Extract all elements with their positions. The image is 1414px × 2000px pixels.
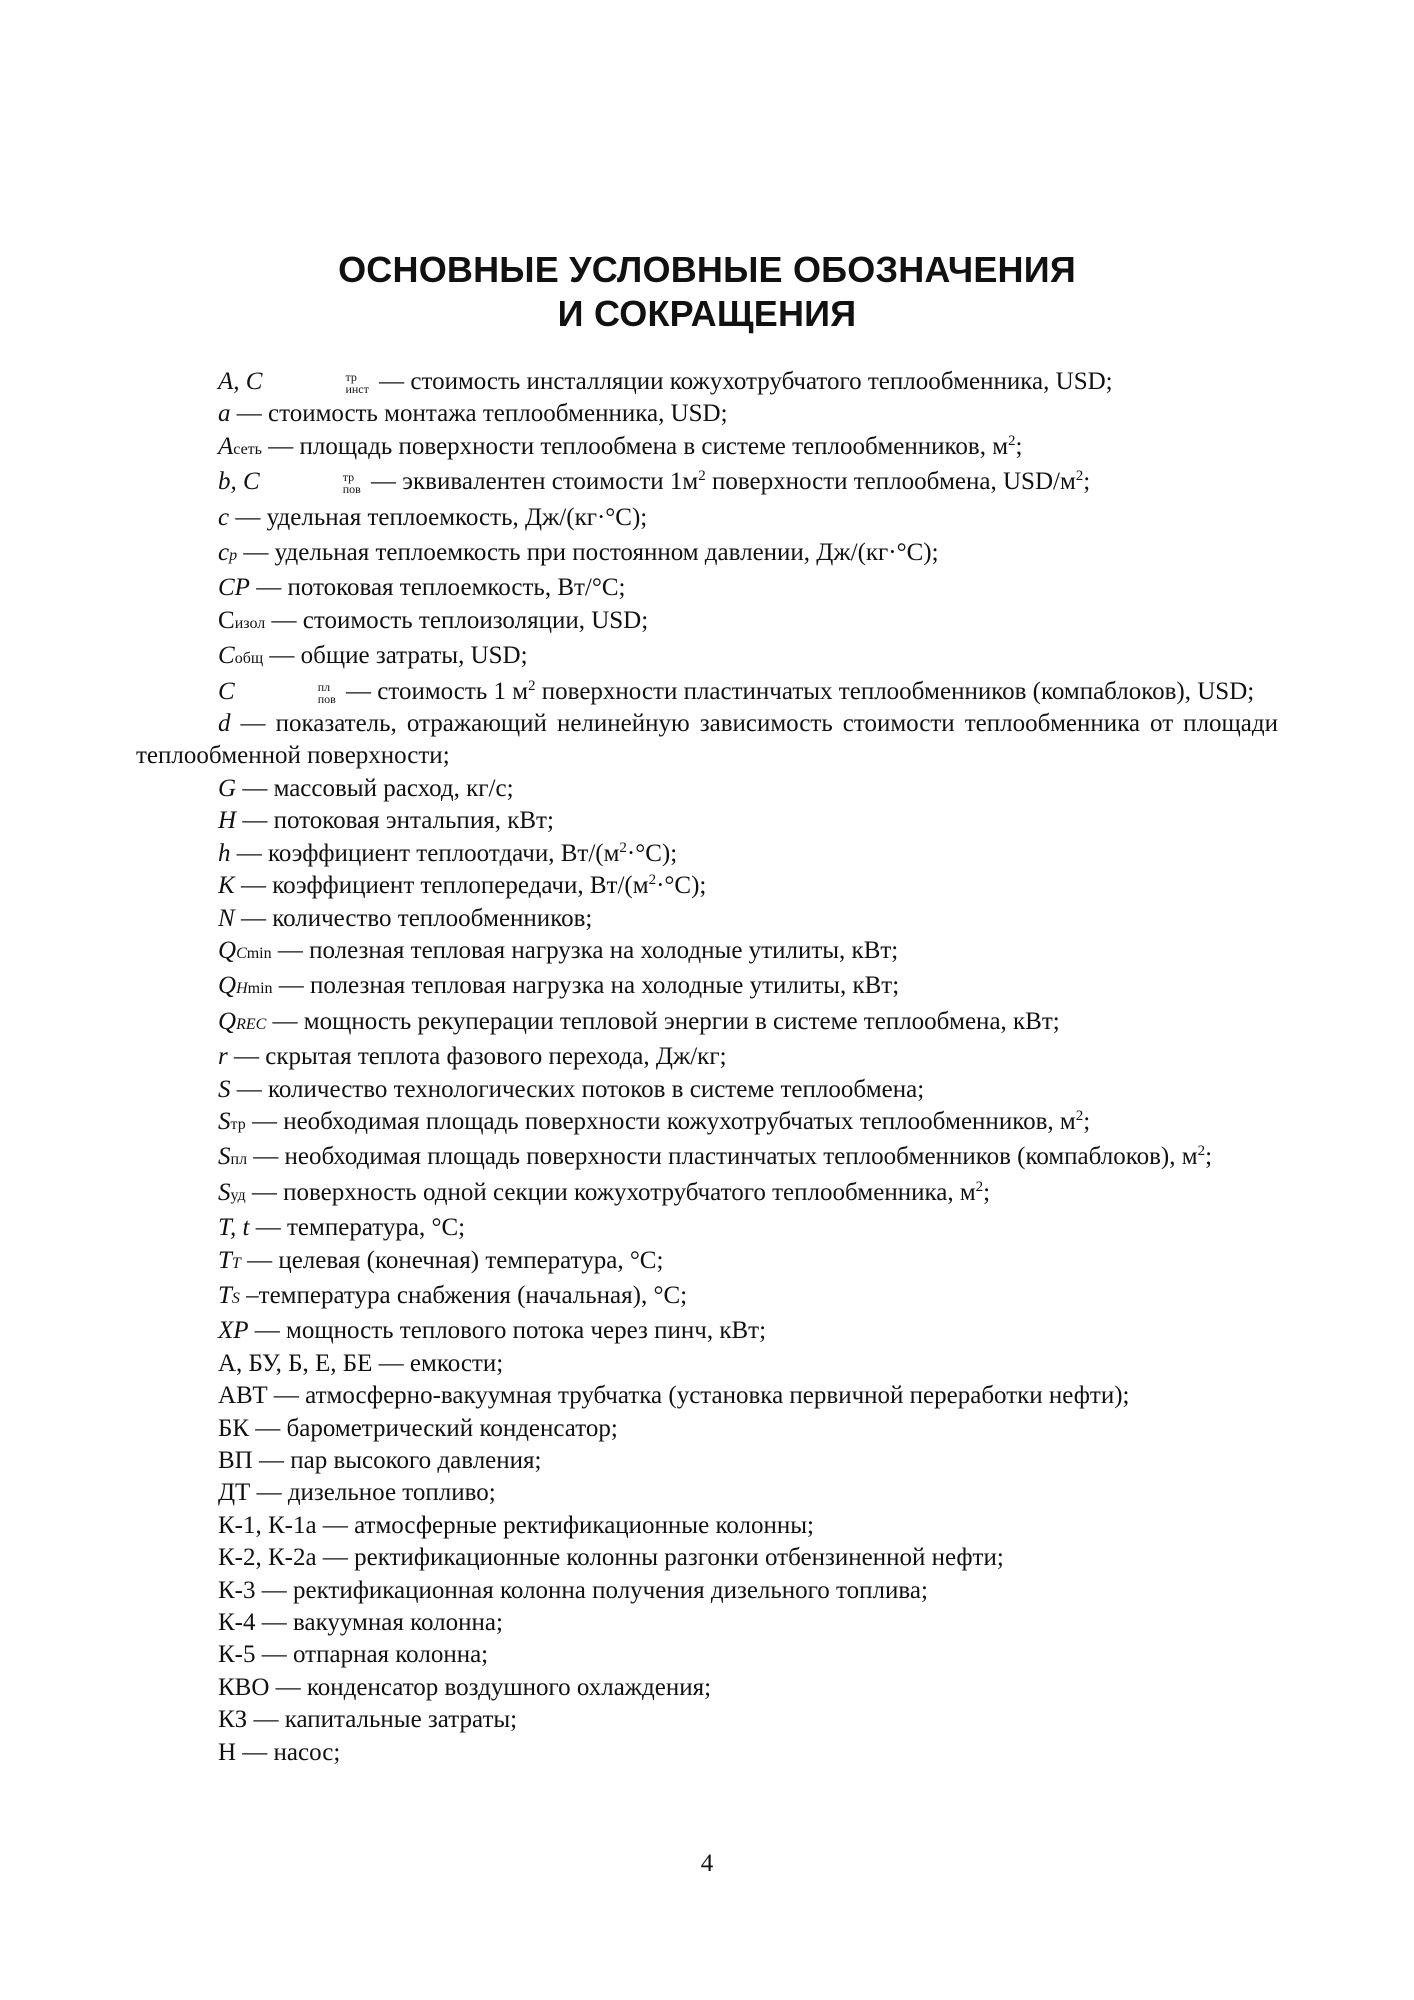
list-item: A, C тр инст — стоимость инсталляции кожухотрубчатого теплообменника, USD; (218, 368, 1113, 397)
abbrev-item: Н — насос; (218, 1738, 341, 1766)
list-item: r — скрытая теплота фазового перехода, Дж/кг; (218, 1043, 727, 1071)
list-item: b, C тр пов — эквивалентен стоимости $1м^2$ поверхности теплообмена, USD/$м^2$; (218, 468, 1091, 497)
page-title (0, 248, 1414, 336)
abbrev-item: К-2, К-2а — ректификационные колонны разгонки отбензиненной нефти; (218, 1544, 1004, 1572)
abbrev-item: АВТ — атмосферно-вакуумная трубчатка (установка первичной переработки нефти); (218, 1382, 1130, 1410)
list-item: QREC — мощность рекуперации тепловой энергии в системе теплообмена, кВт; (218, 1007, 1060, 1035)
list-item: c — удельная теплоемкость, Дж/(кг·°С); (218, 503, 648, 531)
list-item: TS –температура снабжения (начальная), °С; (218, 1281, 688, 1309)
list-item: CP — потоковая теплоемкость, Вт/°С; (218, 574, 626, 602)
list-item: C пл пов — стоимость 1 $м^2$ поверхности пластинчатых теплообменников (компаблоков), USD; (218, 677, 1255, 706)
abbrev-item: КВО — конденсатор воздушного охлаждения; (218, 1673, 712, 1701)
abbrev-item: А, БУ, Б, Е, БЕ — емкости; (218, 1349, 504, 1377)
abbrev-item: КЗ — капитальные затраты; (218, 1706, 518, 1734)
list-item: G — массовый расход, кг/с; (218, 774, 514, 802)
abbrev-item: ВП — пар высокого давления; (218, 1447, 542, 1474)
abbrev-item: К-4 — вакуумная колонна; (218, 1609, 503, 1637)
list-item: Sпл — необходимая площадь поверхности пластинчатых теплообменников (компаблоков), $м^2$; (218, 1143, 1213, 1171)
list-item: Cобщ — общие затраты, USD; (218, 642, 528, 670)
abbrev-item: БК — барометрический конденсатор; (218, 1414, 618, 1442)
abbrev-item: К-3 — ректификационная колонна получения дизельного топлива; (218, 1576, 928, 1604)
list-item: N — количество теплообменников; (218, 904, 593, 932)
title-line-1: ОСНОВНЫЕ УСЛОВНЫЕ ОБОЗНАЧЕНИЯ (338, 249, 1076, 290)
abbrev-item: ДТ — дизельное топливо; (218, 1479, 496, 1507)
list-item: a — стоимость монтажа теплообменника, USD; (218, 400, 728, 428)
notation-list (136, 366, 1278, 1769)
list-item: d — показатель, отражающий нелинейную зависимость стоимости теплообменника от площади теплообменной поверхности; (136, 710, 1278, 770)
list-item: QHmin — полезная тепловая нагрузка на холодные утилиты, кВт; (218, 972, 900, 1000)
page-number: 4 (700, 1850, 714, 1877)
list-item: cp — удельная теплоемкость при постоянном давлении, Дж/(кг·°С); (218, 539, 939, 567)
list-item: Sуд — поверхность одной секции кожухотрубчатого теплообменника, $м^2$; (218, 1178, 991, 1206)
list-item: QCmin — полезная тепловая нагрузка на холодные утилиты, кВт; (218, 936, 899, 964)
title-line-2: И СОКРАЩЕНИЯ (557, 293, 857, 334)
abbrev-item: К-1, К-1а — атмосферные ректификационные колонны; (218, 1511, 814, 1539)
list-item: S — количество технологических потоков в системе теплообмена; (218, 1075, 925, 1103)
list-item: h — коэффициент теплоотдачи, $Вт/(м^2\cdot^\circ С)$; (218, 839, 678, 867)
list-item: TT — целевая (конечная) температура, °С; (218, 1246, 664, 1274)
list-item: T, t — температура, °С; (218, 1214, 466, 1242)
list-item: H — потоковая энтальпия, кВт; (218, 807, 554, 835)
list-item: K — коэффициент теплопередачи, $Вт/(м^2\cdot^\circ С)$; (218, 872, 707, 900)
list-item: Cизол — стоимость теплоизоляции, USD; (218, 606, 649, 634)
list-item: Aсеть — площадь поверхности теплообмена в системе теплообменников, $м^2$; (218, 432, 1023, 460)
abbrev-item: К-5 — отпарная колонна; (218, 1641, 489, 1669)
list-item: XP — мощность теплового потока через пинч, кВт; (218, 1317, 767, 1345)
list-item: Sтр — необходимая площадь поверхности кожухотрубчатых теплообменников, $м^2$; (218, 1107, 1091, 1135)
